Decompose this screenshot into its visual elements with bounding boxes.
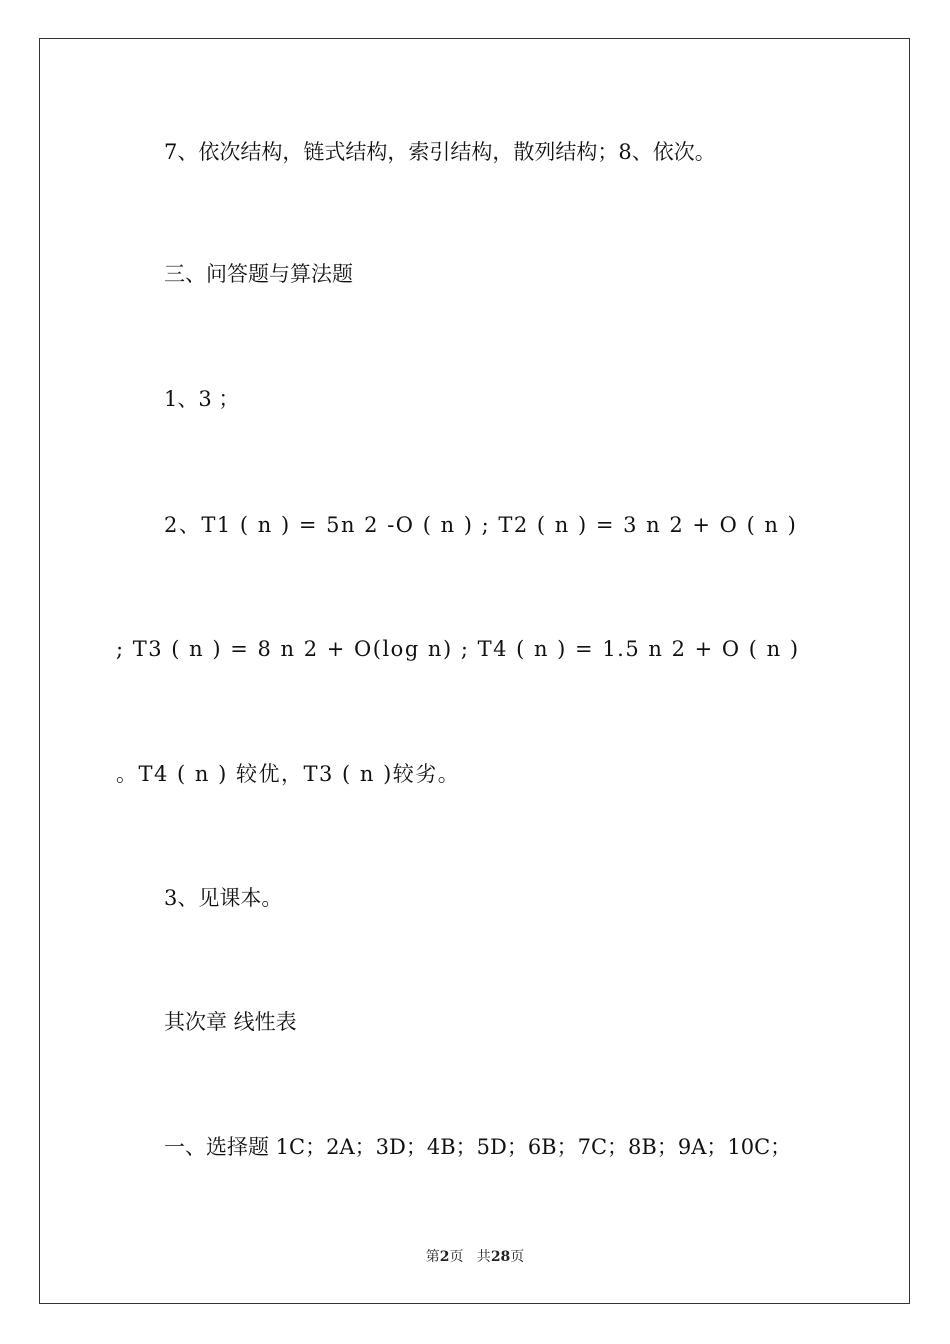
- footer-suffix: 页: [510, 1249, 525, 1265]
- page-footer: [0, 1246, 950, 1266]
- text-line-3: 1、3 ；: [164, 387, 240, 411]
- footer-page-number: 2: [439, 1249, 450, 1265]
- footer-total-pages: 28: [490, 1249, 511, 1265]
- text-line-5: ; T3 ( n ) = 8 n 2 + O(log n) ; T4 ( n ) = 1.5 n 2 + O ( n ): [116, 637, 800, 661]
- section-heading-qa: 三、问答题与算法题: [164, 262, 353, 286]
- footer-prefix: 第: [425, 1249, 440, 1265]
- text-line-1: 7、依次结构，链式结构，索引结构，散列结构；8、依次。: [164, 140, 716, 164]
- text-line-7: 3、见课本。: [164, 886, 283, 910]
- page-frame: [39, 38, 910, 1304]
- footer-mid: 页 共: [449, 1249, 491, 1265]
- text-line-6: 。T4 ( n ) 较优，T3 ( n )较劣。: [116, 762, 461, 786]
- chapter-heading: 其次章 线性表: [164, 1010, 297, 1034]
- text-line-4: 2、T1 ( n ) = 5n 2 -O ( n ) ; T2 ( n ) = 3 n 2 + O ( n ): [164, 513, 798, 537]
- text-line-9: 一、选择题 1C；2A；3D；4B；5D；6B；7C；8B；9A；10C；: [164, 1135, 792, 1159]
